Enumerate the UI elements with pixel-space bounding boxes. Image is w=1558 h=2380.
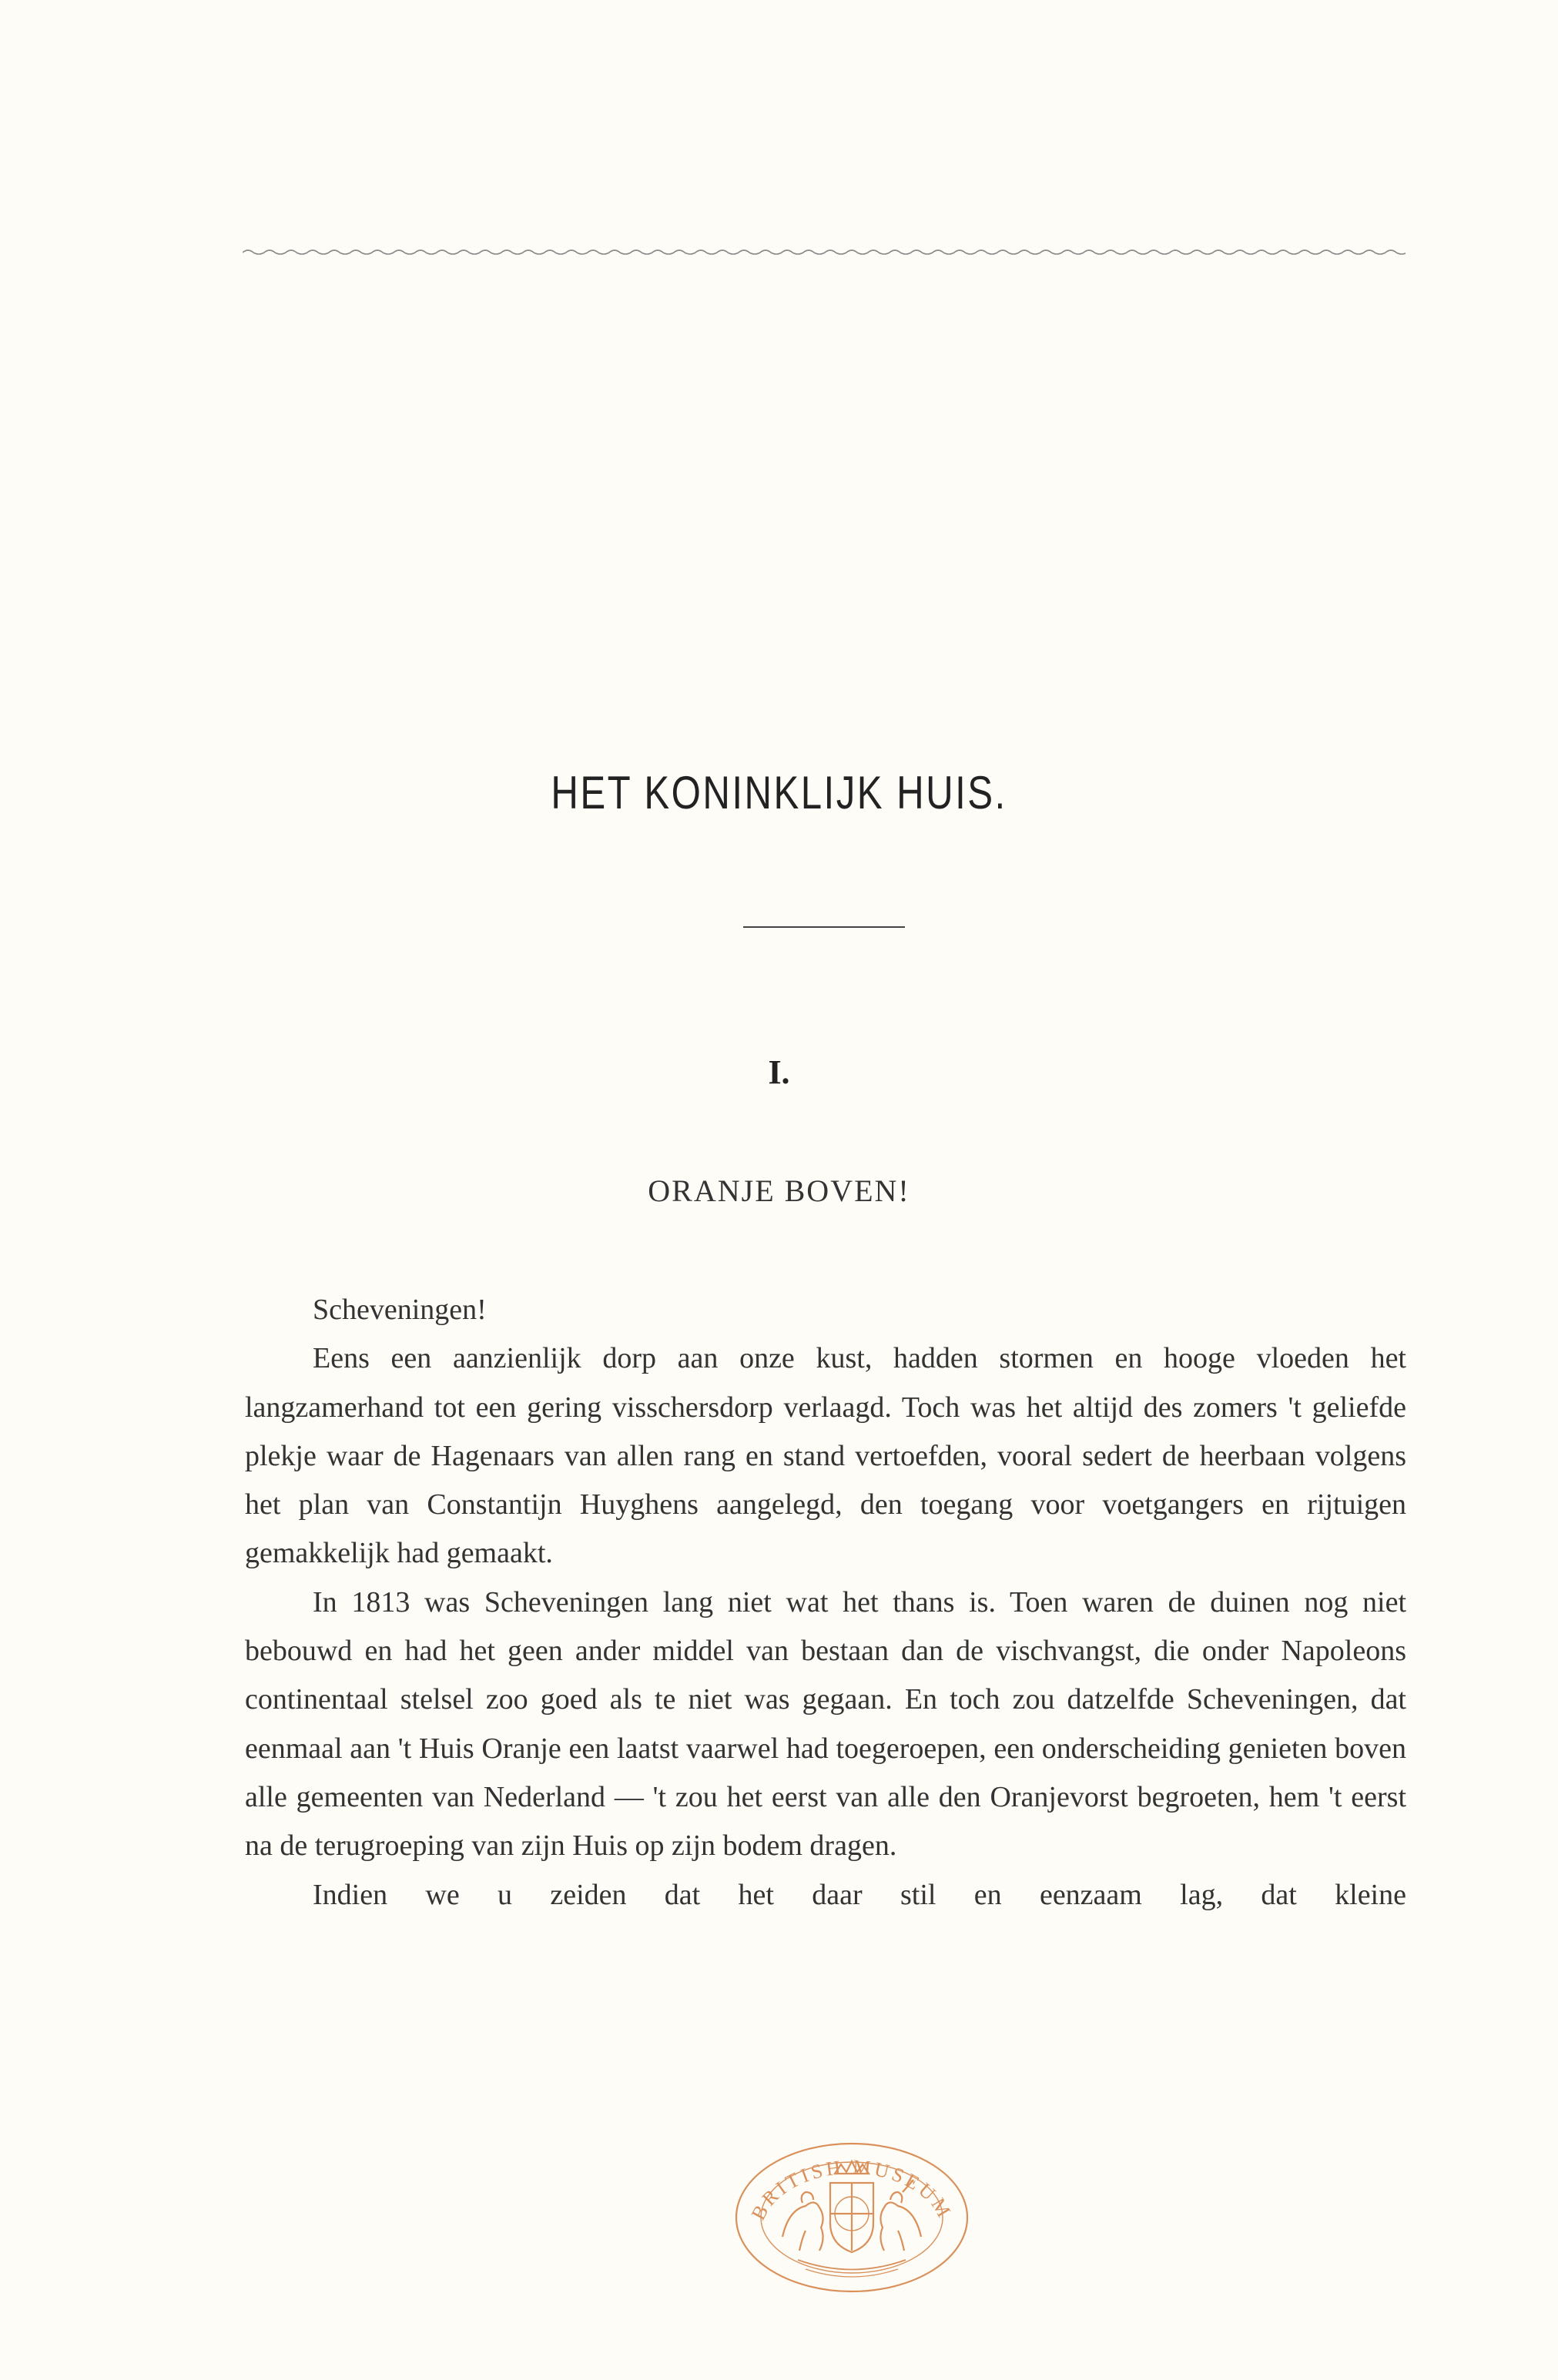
paragraph: Scheveningen! [313, 1294, 487, 1326]
paragraph: In 1813 was Scheveningen lang niet wat het thans is. Toen waren de duinen nog niet bebouwd en had het geen ander middel van bestaan dan de vischvangst, die onder Napoleons continentaal stelsel zoo goed als te niet was gegaan. En toch zou datzelfde Scheveningen, dat eenmaal aan 't Huis Oranje een laatst vaarwel had toegeroepen, een onderscheiding genieten boven alle gemeenten van Nederland — 't zou het eerst van alle den Oranjevorst begroeten, hem 't eerst na de terugroeping van zijn Huis op zijn bodem dragen. [245, 1585, 1406, 1863]
paragraph: Eens een aanzienlijk dorp aan onze kust, hadden stormen en hooge vloeden het langzamerhand tot een gering visschersdorp verlaagd. Toch was het altijd des zomers 't geliefde plekje waar de Hagenaars van allen rang en stand vertoefden, vooral sedert de heerbaan volgens het plan van Constantijn Huyghens aangelegd, den toegang voor voetgangers en rijtuigen gemakkelijk had gemaakt. [245, 1342, 1406, 1570]
body-text [245, 1286, 1406, 1920]
title-divider [743, 926, 905, 928]
stamp-text: BRITISH MUSEUM [746, 2155, 957, 2224]
decorative-wavy-rule [243, 245, 1406, 260]
paragraph: Indien we u zeiden dat het daar stil en eenzaam lag, dat kleine [313, 1878, 1406, 1911]
library-stamp-seal [729, 2137, 975, 2298]
chapter-number: I. [768, 1053, 790, 1091]
page-title: HET KONINKLIJK HUIS. [551, 767, 1007, 818]
chapter-title: ORANJE BOVEN! [648, 1173, 910, 1208]
